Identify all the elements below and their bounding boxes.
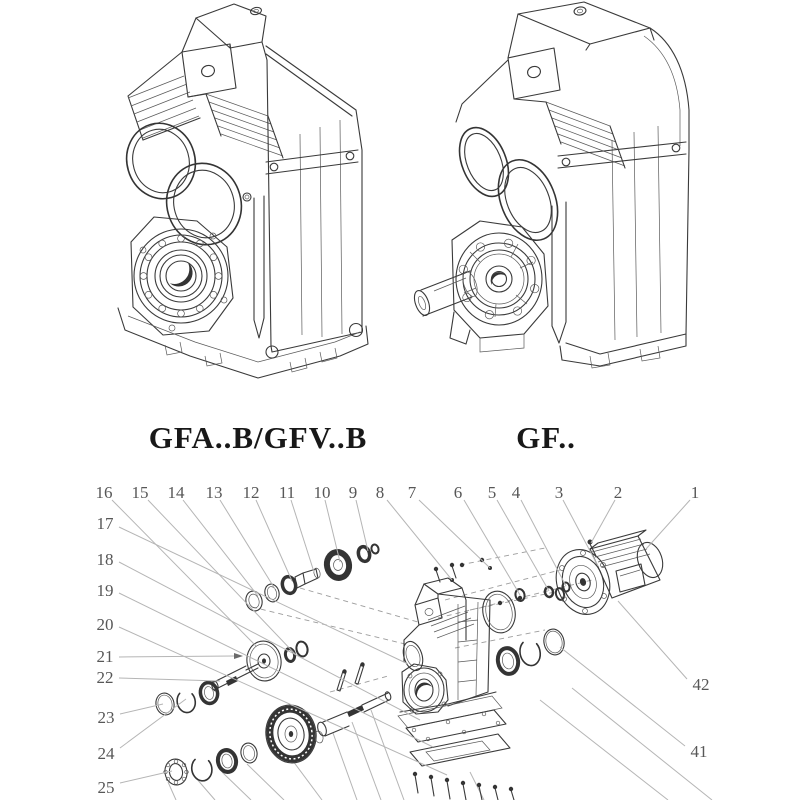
bottom-gasket-and-cover — [406, 710, 514, 800]
leader-line — [419, 500, 490, 568]
leader-line — [387, 500, 452, 580]
callout-number: 21 — [96, 647, 114, 666]
callout-number: 7 — [407, 483, 417, 502]
leader-line — [119, 656, 234, 657]
leader-line — [120, 771, 172, 783]
callout-number: 10 — [313, 483, 331, 502]
callout-1 — [646, 483, 699, 549]
callout-number: 18 — [96, 550, 114, 569]
left-gearbox-drawing — [118, 4, 368, 378]
callout-layer — [96, 483, 710, 797]
callout-number: 16 — [95, 483, 113, 502]
snap-ring — [175, 691, 197, 715]
dashed-center-lines — [252, 548, 592, 692]
leader-line — [618, 601, 687, 679]
leader-line — [291, 500, 314, 572]
callout-41 — [560, 647, 708, 761]
callout-number: 13 — [205, 483, 223, 502]
callout-number: 42 — [692, 675, 710, 694]
output-shaft-parts — [163, 662, 392, 786]
leader-line — [497, 500, 549, 591]
leader-line — [256, 500, 292, 581]
callout-19 — [97, 581, 434, 747]
leader-line — [560, 647, 685, 746]
callout-number: 14 — [167, 483, 185, 502]
leader-line — [646, 500, 690, 549]
callout-2 — [591, 483, 622, 543]
callout-42 — [618, 601, 710, 694]
flange-bolt-holes — [459, 239, 539, 319]
leader-line — [119, 562, 420, 720]
callout-18 — [97, 550, 421, 720]
leader-line — [148, 500, 296, 655]
leader-line — [521, 500, 566, 586]
callout-11 — [279, 483, 314, 572]
leader-line — [119, 593, 433, 747]
leader-line — [120, 704, 163, 714]
exploded-motor — [548, 530, 667, 621]
callout-15 — [132, 483, 297, 655]
left-model-label: GFA..B/GFV..B — [148, 420, 368, 455]
callout-number: 20 — [96, 615, 114, 634]
leader-line — [591, 500, 615, 543]
callout-number: 1 — [690, 483, 700, 502]
leader-arrowhead — [234, 653, 243, 659]
callout-number: 24 — [97, 744, 115, 763]
leader-line — [356, 500, 368, 551]
leader-line — [119, 678, 220, 681]
callout-number: 8 — [375, 483, 385, 502]
cover-bolts — [413, 772, 514, 800]
callout-number: 2 — [613, 483, 623, 502]
callout-number: 23 — [97, 708, 115, 727]
callout-number: 19 — [96, 581, 114, 600]
right-model-label: GF.. — [516, 420, 576, 455]
leader-line — [112, 500, 256, 646]
exploded-diagram — [96, 483, 713, 800]
callout-number: 5 — [487, 483, 497, 502]
callout-3 — [555, 483, 598, 566]
leader-line — [464, 500, 520, 595]
callout-number: 3 — [554, 483, 564, 502]
snap-ring — [190, 756, 214, 782]
callout-number: 41 — [690, 742, 708, 761]
callout-number: 11 — [278, 483, 296, 502]
right-gearbox-drawing — [411, 2, 689, 368]
exploded-housing — [398, 563, 502, 728]
callout-number: 6 — [453, 483, 463, 502]
small-fasteners — [450, 540, 596, 606]
callout-9 — [349, 483, 368, 551]
callout-25 — [98, 771, 173, 797]
callout-number: 25 — [97, 778, 115, 797]
callout-number: 12 — [242, 483, 260, 502]
callout-number: 17 — [96, 514, 114, 533]
input-shaft-parts — [244, 544, 380, 613]
callout-number: 9 — [348, 483, 358, 502]
leader-line — [220, 500, 275, 589]
callout-number: 22 — [96, 668, 114, 687]
callout-7 — [408, 483, 490, 568]
callout-number: 4 — [511, 483, 521, 502]
callout-number: 15 — [131, 483, 149, 502]
